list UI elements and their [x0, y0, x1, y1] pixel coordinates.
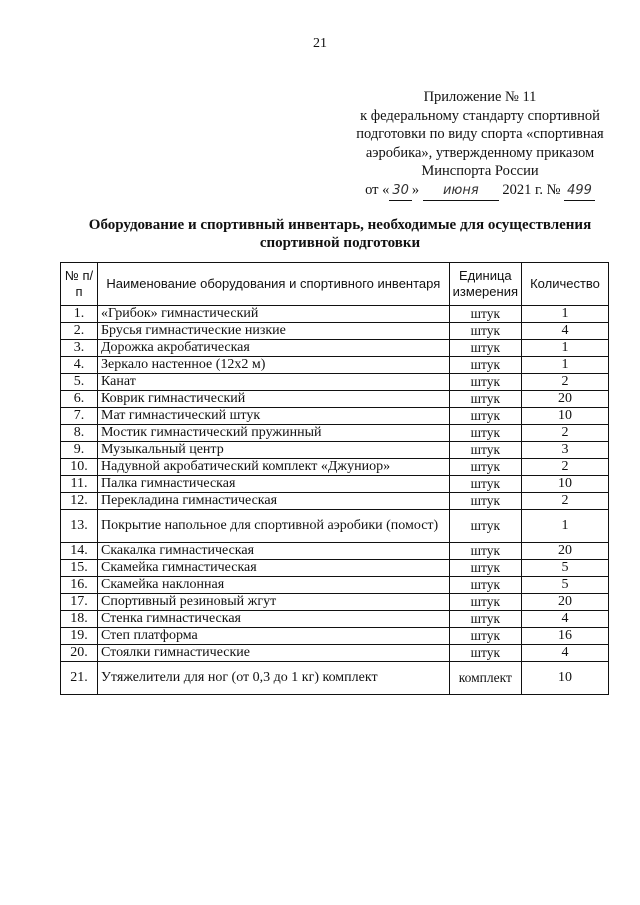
- appendix-line-2: к федеральному стандарту спортивной: [360, 107, 600, 124]
- cell-number: 20.: [61, 645, 98, 662]
- cell-unit: штук: [449, 543, 521, 560]
- cell-name: Зеркало настенное (12х2 м): [98, 357, 450, 374]
- cell-number: 7.: [61, 408, 98, 425]
- cell-unit: штук: [449, 357, 521, 374]
- appendix-line-3: подготовки по виду спорта «спортивная: [356, 126, 604, 142]
- date-month-handwritten: июня: [423, 182, 499, 202]
- cell-number: 10.: [61, 459, 98, 476]
- cell-name: Перекладина гимнастическая: [98, 493, 450, 510]
- cell-number: 19.: [61, 628, 98, 645]
- cell-name: Музыкальный центр: [98, 442, 450, 459]
- cell-quantity: 20: [522, 594, 609, 611]
- cell-quantity: 4: [522, 645, 609, 662]
- cell-number: 1.: [61, 306, 98, 323]
- cell-name: Стенка гимнастическая: [98, 611, 450, 628]
- cell-name: Канат: [98, 374, 450, 391]
- cell-number: 2.: [61, 323, 98, 340]
- cell-unit: штук: [449, 374, 521, 391]
- cell-name: Утяжелители для ног (от 0,3 до 1 кг) комплект: [98, 662, 450, 695]
- cell-unit: штук: [449, 510, 521, 543]
- cell-quantity: 20: [522, 391, 609, 408]
- table-row: [61, 645, 609, 662]
- cell-number: 18.: [61, 611, 98, 628]
- table-body: [61, 306, 609, 695]
- table-row: [61, 442, 609, 459]
- cell-number: 16.: [61, 577, 98, 594]
- cell-name: Брусья гимнастические низкие: [98, 323, 450, 340]
- cell-quantity: 16: [522, 628, 609, 645]
- cell-unit: штук: [449, 306, 521, 323]
- document-title: Оборудование и спортивный инвентарь, необходимые для осуществления спортивной подготовки: [88, 217, 592, 251]
- table-row: [61, 493, 609, 510]
- table-row: [61, 628, 609, 645]
- cell-unit: штук: [449, 577, 521, 594]
- table-row: [61, 662, 609, 695]
- cell-name: Степ платформа: [98, 628, 450, 645]
- cell-number: 12.: [61, 493, 98, 510]
- cell-quantity: 5: [522, 560, 609, 577]
- equipment-table: [60, 262, 609, 695]
- cell-quantity: 3: [522, 442, 609, 459]
- cell-number: 14.: [61, 543, 98, 560]
- header-name: Наименование оборудования и спортивного инвентаря: [98, 263, 450, 306]
- cell-unit: штук: [449, 323, 521, 340]
- table-header-row: [61, 263, 609, 306]
- header-unit: Единица измерения: [449, 263, 521, 306]
- date-mid: »: [411, 181, 420, 198]
- cell-unit: штук: [449, 645, 521, 662]
- table-row: [61, 323, 609, 340]
- appendix-line-4: аэробика», утвержденному приказом: [365, 144, 595, 161]
- cell-unit: штук: [449, 594, 521, 611]
- appendix-header: [340, 88, 620, 201]
- cell-quantity: 2: [522, 493, 609, 510]
- header-num: № п/п: [61, 263, 98, 306]
- cell-quantity: 10: [522, 662, 609, 695]
- cell-number: 8.: [61, 425, 98, 442]
- cell-name: Мостик гимнастический пружинный: [98, 425, 450, 442]
- cell-unit: штук: [449, 408, 521, 425]
- table-row: [61, 391, 609, 408]
- cell-unit: штук: [449, 476, 521, 493]
- cell-number: 6.: [61, 391, 98, 408]
- cell-quantity: 1: [522, 510, 609, 543]
- cell-name: Покрытие напольное для спортивной аэробики (помост): [98, 510, 450, 543]
- cell-number: 11.: [61, 476, 98, 493]
- cell-unit: штук: [449, 560, 521, 577]
- cell-quantity: 1: [522, 340, 609, 357]
- date-year: 2021 г. №: [502, 181, 561, 198]
- page-number: 21: [313, 36, 327, 51]
- cell-quantity: 5: [522, 577, 609, 594]
- cell-name: Мат гимнастический штук: [98, 408, 450, 425]
- date-prefix: от «: [365, 181, 390, 198]
- cell-quantity: 10: [522, 476, 609, 493]
- table-row: [61, 510, 609, 543]
- appendix-date-line: [340, 181, 620, 202]
- cell-name: Скамейка наклонная: [98, 577, 450, 594]
- appendix-line-5: Минспорта России: [421, 163, 539, 179]
- cell-quantity: 2: [522, 425, 609, 442]
- table-row: [61, 374, 609, 391]
- cell-unit: комплект: [449, 662, 521, 695]
- cell-name: Скакалка гимнастическая: [98, 543, 450, 560]
- cell-number: 4.: [61, 357, 98, 374]
- table-row: [61, 408, 609, 425]
- cell-name: Палка гимнастическая: [98, 476, 450, 493]
- cell-number: 9.: [61, 442, 98, 459]
- cell-quantity: 1: [522, 357, 609, 374]
- table-row: [61, 577, 609, 594]
- header-qty: Количество: [522, 263, 609, 306]
- cell-quantity: 1: [522, 306, 609, 323]
- cell-unit: штук: [449, 442, 521, 459]
- table-row: [61, 357, 609, 374]
- cell-quantity: 4: [522, 611, 609, 628]
- cell-name: Стоялки гимнастические: [98, 645, 450, 662]
- cell-unit: штук: [449, 628, 521, 645]
- cell-quantity: 2: [522, 374, 609, 391]
- table-row: [61, 560, 609, 577]
- date-day-handwritten: 30: [389, 182, 412, 202]
- cell-name: Дорожка акробатическая: [98, 340, 450, 357]
- table-row: [61, 306, 609, 323]
- table-row: [61, 476, 609, 493]
- cell-number: 5.: [61, 374, 98, 391]
- cell-unit: штук: [449, 425, 521, 442]
- cell-name: Спортивный резиновый жгут: [98, 594, 450, 611]
- table-row: [61, 594, 609, 611]
- cell-unit: штук: [449, 459, 521, 476]
- cell-name: Скамейка гимнастическая: [98, 560, 450, 577]
- cell-name: Коврик гимнастический: [98, 391, 450, 408]
- cell-quantity: 20: [522, 543, 609, 560]
- table-row: [61, 459, 609, 476]
- table-row: [61, 543, 609, 560]
- cell-quantity: 10: [522, 408, 609, 425]
- cell-number: 21.: [61, 662, 98, 695]
- cell-unit: штук: [449, 340, 521, 357]
- cell-number: 13.: [61, 510, 98, 543]
- table-row: [61, 425, 609, 442]
- cell-quantity: 4: [522, 323, 609, 340]
- cell-number: 3.: [61, 340, 98, 357]
- cell-unit: штук: [449, 611, 521, 628]
- cell-name: «Грибок» гимнастический: [98, 306, 450, 323]
- table-row: [61, 340, 609, 357]
- cell-number: 17.: [61, 594, 98, 611]
- cell-number: 15.: [61, 560, 98, 577]
- cell-unit: штук: [449, 493, 521, 510]
- order-number-handwritten: 499: [564, 182, 595, 202]
- appendix-line-1: Приложение № 11: [423, 89, 537, 105]
- cell-name: Надувной акробатический комплект «Джуниор»: [98, 459, 450, 476]
- cell-quantity: 2: [522, 459, 609, 476]
- table-row: [61, 611, 609, 628]
- cell-unit: штук: [449, 391, 521, 408]
